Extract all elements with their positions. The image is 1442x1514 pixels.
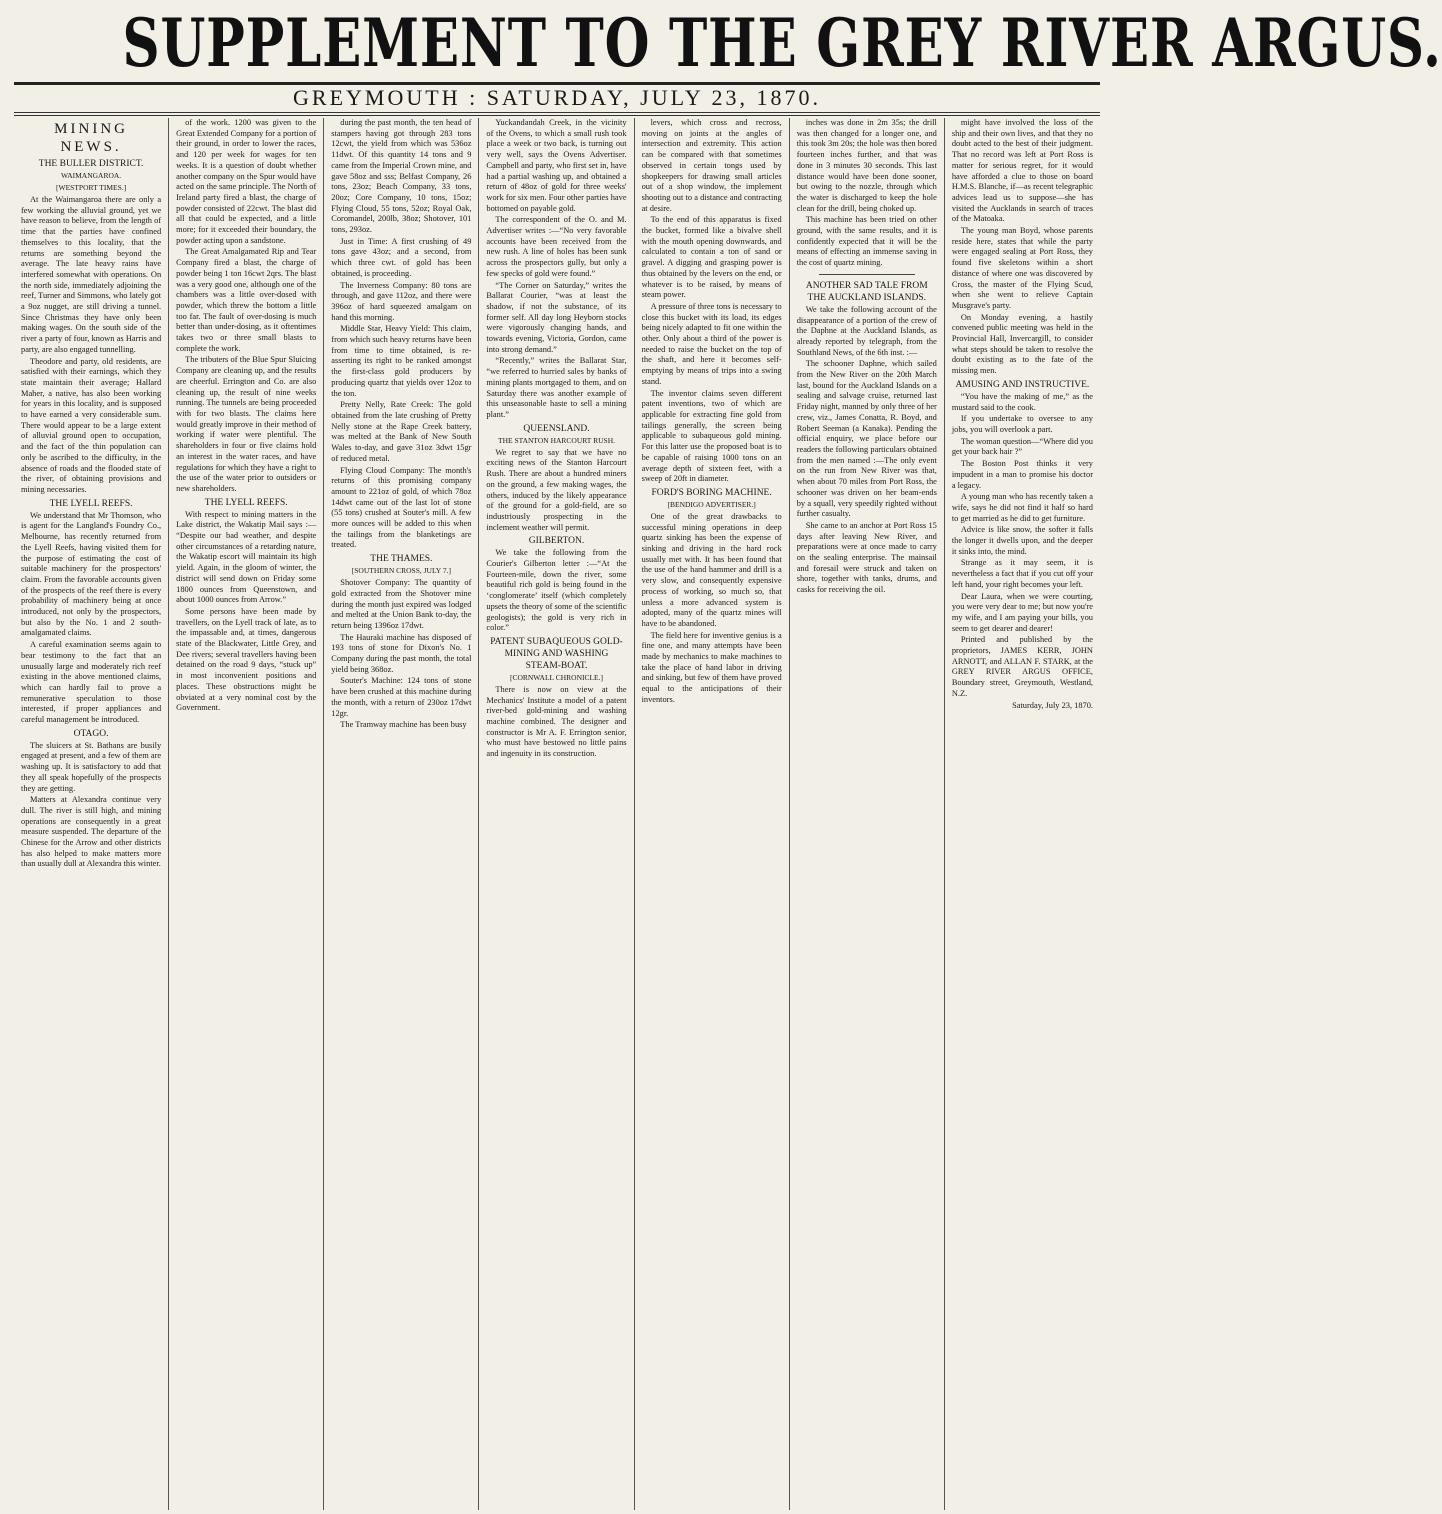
article-paragraph: On Monday evening, a hastily convened public meeting was held in the Provincial Hall, Invercargill, to consider what steps should be taken to resolve the doubt existing as to the fate of the missing men. [951, 312, 1093, 376]
dateline-rule-top [14, 112, 1100, 113]
article-paragraph: We understand that Mr Thomson, who is agent for the Langland's Foundry Co., Melbourne, has recently returned from the Lyell Reefs, having visited them for the purpose of estimating the cost of suitable machinery for the prospectors' claim. From the favorable accounts given of the prospects of the reef there is every probability of machinery being at once introduced, not only by the prospectors, but also by the No. 1 and 2 south-amalgamated claims. [21, 510, 162, 638]
article-paragraph: The inventor claims seven different patent inventions, two of which are applicable for extracting fine gold from tailings generally, the screen being applicable to subaqueous gold mining. For this latter use the proposed boat is to be capable of raising 1000 tons on an average depth of sixteen feet, with a sweep of 20ft in diameter. [641, 388, 782, 484]
article-paragraph: A pressure of three tons is necessary to close this bucket with its load, its edges being nicely adapted to fit one within the other. Only about a third of the power is needed to raise the bucket on the top of the shaft, and here it becomes self-emptying by means of trips into a swing stand. [641, 301, 782, 386]
article-paragraph: The Tramway machine has been busy [340, 720, 467, 730]
article-paragraph: The Inverness Company: 80 tons are through, and gave 112oz, and there were 396oz of hard squeezed amalgam on hand this morning. [331, 280, 472, 322]
dateline: GREYMOUTH : SATURDAY, JULY 23, 1870. [293, 85, 821, 110]
article-paragraph: The Hauraki machine has disposed of 193 tons of stone for Dixon's No. 1 Company during the past month, the total yield being 368oz. [331, 632, 472, 674]
column-6 [790, 118, 945, 1510]
article-paragraph: Middle Star, Heavy Yield: This claim, from which such heavy returns have been from time to time obtained, is re-asserting its right to be ranked amongst the first-class gold producers by producing quartz that yields over 12oz to the ton. [331, 324, 472, 398]
article-paragraph: Shotover Company: The quantity of gold extracted from the Shotover mine during the month just expired was lodged and melted at the Union Bank to-day, the return being 1396oz 17dwt. [331, 578, 472, 630]
article-paragraph: Pretty Nelly, Rate Creek: The gold obtained from the late crushing of Pretty Nelly stone at the Rape Creek battery, was melted at the Bank of New South Wales to-day, and gave 31oz 3dwt 15gr of reduced metal. [331, 400, 472, 463]
article-paragraph: Advice is like snow, the softer it falls the longer it dwells upon, and the deeper it sinks into, the mind. [951, 525, 1093, 556]
article-heading: PATENT SUBAQUEOUS GOLD-MINING AND WASHING STEAM-BOAT. [490, 636, 623, 671]
article-paragraph: Flying Cloud Company: The month's returns of this promising company amount to 221oz of gold, of which 78oz 14dwt came out of the last lot of stone (55 tons) crushed at Souter's mill. A few more ounces will be added to this when the tailings from the blanketings are treated. [331, 465, 472, 550]
article-paragraph: A careful examination seems again to bear testimony to the fact that an unusually large and moderately rich reef existing in the above mentioned claims, which can hardly fail to prove a remunerative speculation to those interested, if proper appliances and careful management be introduced. [21, 640, 162, 725]
article-paragraph: At the Waimangaroa there are only a few working the alluvial ground, yet we have reason to believe, from the length of time that the parties have confined themselves to this locality, that the returns are something beyond the average. The late heavy rains have interfered somewhat with operations. On the north side, immediately adjoining the reef, Turner and Simmons, who lately got a 9oz nugget, are still driving a tunnel. Since Christmas they have only been making wages. On the south side of the river a party of four, known as Harris and party, are also engaged tunnelling. [21, 195, 162, 354]
article-paragraph: inches was done in 2m 35s; the drill was then changed for a longer one, and this took 3m 20s; the hole was then bored fourteen inches further, and that was done in 3 minutes 30 seconds. This last distance would have been done sooner, but owing to the nozzle, through which the water is discharged to keep the hole clean for the drill, being choked up. [796, 118, 937, 213]
article-paragraph: If you undertake to oversee to any jobs, you will overlook a part. [951, 414, 1093, 434]
article-paragraph: One of the great drawbacks to successful mining operations in deep quartz sinking has been the expense of sinking and driving in the hard rock usually met with. It has been found that the use of the hand hammer and drill is a very slow, and consequently expensive process of working, so much so, that unless a more advanced system is adopted, many of the quartz mines will have to be abandoned. [641, 511, 782, 628]
column-1 [14, 118, 169, 1510]
section-divider [819, 274, 915, 275]
article-heading: OTAGO. [73, 728, 109, 739]
article-heading: AMUSING AND INSTRUCTIVE. [955, 379, 1090, 390]
article-paragraph: She came to an anchor at Port Ross 15 days after leaving New River, and preparations were at once made to carry on the sealing enterprise. The mainsail and foresail were struck and taken on shore, together with tanks, drums, and casks for receiving the oil. [796, 520, 937, 595]
article-paragraph: This machine has been tried on other ground, with the same results, and it is confidently expected that it will be the means of effecting an immense saving in the cost of quartz mining. [796, 215, 937, 268]
article-source: [WESTPORT TIMES.] [56, 183, 127, 192]
article-paragraph: The correspondent of the O. and M. Advertiser writes :—“No very favorable accounts have been received from the new rush. A line of holes has been sunk across the prospectors gully, but only a few specks of gold were found.” [486, 215, 627, 278]
article-source: [BENDIGO ADVERTISER.] [667, 499, 756, 509]
article-paragraph: The young man Boyd, whose parents reside here, states that while the party were engaged sealing at Port Ross, they found five skeletons within a short distance of where one was discovered by Cross, the master of the Flying Scud, when she went to relieve Captain Musgrave's party. [951, 226, 1093, 310]
article-paragraph: The sluicers at St. Bathans are busily engaged at present, and a few of them are washing up. It is satisfactory to add that they all speak hopefully of the prospects they are getting. [21, 740, 162, 793]
article-paragraph: Just in Time: A first crushing of 49 tons gave 43oz; and a second, from which three cwt. of gold has been obtained, is proceeding. [331, 236, 472, 278]
article-paragraph: We take the following account of the disappearance of a portion of the crew of the Daphne at the Auckland Islands, as already reported by telegraph, from the Southland News, of the 6th inst. :— [796, 304, 937, 357]
article-heading: FORD'S BORING MACHINE. [651, 487, 772, 498]
article-paragraph: Dear Laura, when we were courting, you were very dear to me; but now you're my wife, and I am paying your bills, you seem to get dearer and dearer! [951, 591, 1093, 633]
article-paragraph: during the past month, the ten head of stampers having got through 283 tons 12cwt, the yield from which was 536oz 11dwt. Of this quantity 14 tons and 9 came from the Imperial Crown mine, and gave 58oz and sss; Belfast Company, 26 tons, 23oz; Beach Company, 33 tons, 20oz; Core Company, 10 tons, 15oz; Flying Cloud, 55 tons, 52oz; Royal Oak, Coromandel, 200lb, 38oz; Shotover, 101 tons, 293oz. [331, 118, 472, 235]
section-heading: MINING NEWS. [54, 121, 128, 155]
article-heading: THE BULLER DISTRICT. [38, 159, 144, 169]
article-heading: ANOTHER SAD TALE FROM THE AUCKLAND ISLANDS. [805, 280, 928, 303]
column-2 [169, 118, 324, 1510]
article-paragraph: Matters at Alexandra continue very dull. The river is still high, and mining operations are consequently in a great measure suspended. The departure of the Chinese for the Arrow and other districts has also helped to make matters more than usually dull at Alexandra this winter. [21, 795, 162, 869]
column-7 [945, 118, 1100, 1510]
article-paragraph: We take the following from the Courier's Gilberton letter :—“At the Fourteen-mile, down the river, some beautiful rich gold is being found in the ‘conglomerate’ itself (which completely upsets the theory of some of the scientific geologists); the gold is very rich in color.” [486, 548, 627, 633]
newspaper-columns [14, 118, 1100, 1510]
article-paragraph: The Great Amalgamated Rip and Tear Company fired a blast, the charge of powder being 1 ton 16cwt 2qrs. The blast was a very good one, although one of the chambers was a little over-dosed with powder, which threw the bottom a little too far. The fault of over-dosing is much better than under-dosing, as it oftentimes takes two or three small blasts to complete the work. [176, 247, 317, 353]
article-paragraph: There is now on view at the Mechanics' Institute a model of a patent river-bed gold-mining and washing machine combined. The designer and constructor is Mr A. F. Errington senior, who must have bestowed no little pains and ingenuity in its construction. [486, 684, 627, 759]
article-paragraph: The tributers of the Blue Spur Sluicing Company are cleaning up, and the results are cheerful. Errington and Co. are also cleaning up, the result of nine weeks running. The tunnels are being proceeded with for two blasts. The claims here would greatly improve in their method of working if water were plentiful. The shareholders in four or five claims hold an interest in the water races, and have regulations for which they have a right to the use of the water prior to outsiders or new shareholders. [176, 355, 317, 493]
article-paragraph: “Recently,” writes the Ballarat Star, “we referred to hurried sales by banks of mining plants mortgaged to them, and on Saturday there was another example of this unseasonable haste to sell a mining plant.” [486, 356, 627, 419]
article-paragraph: Souter's Machine: 124 tons of stone have been crushed at this machine during the month, with a return of 230oz 17dwt 12gr. [331, 676, 472, 718]
article-paragraph: Some persons have been made by travellers, on the Lyell track of late, as to the impassable and, at times, dangerous state of the Blackwater, Little Grey, and Dee rivers; several travellers having been detained on the road 9 days, “stuck up” in most inconvenient positions and places. These obstructions might be obviated at a very nominal cost by the Government. [176, 606, 317, 713]
imprint: Printed and published by the proprietors, JAMES KERR, JOHN ARNOTT, and ALLAN F. STARK, at the GREY RIVER ARGUS OFFICE, Boundary street, Greymouth, Westland, N.Z. [951, 635, 1093, 698]
article-paragraph: The Boston Post thinks it very impudent in a man to promise his doctor a legacy. [951, 459, 1093, 490]
article-source: THE STANTON HARCOURT RUSH. [497, 435, 615, 445]
article-paragraph: We regret to say that we have no exciting news of the Stanton Harcourt Rush. There are about a hundred miners on the ground, a few making wages, the others, induced by the likely appearance of the ground for a gold-field, are so industriously prospecting in the inclement weather will permit. [486, 447, 627, 532]
article-paragraph: Yuckandandah Creek, in the vicinity of the Ovens, to which a small rush took place a week or two back, is turning out very well, says the Ovens Advertiser. Campbell and party, who first set in, have had a partial washing up, and obtained a return of 48oz of gold for three weeks' work for six men. Four other parties have bottomed on payable gold. [486, 118, 627, 213]
article-paragraph: “You have the making of me,” as the mustard said to the cook. [951, 391, 1093, 412]
article-source: WAIMANGAROA. [60, 171, 122, 180]
column-4 [479, 118, 634, 1510]
article-paragraph: A young man who has recently taken a wife, says he did not find it half so hard to get married as he did to get furniture. [951, 492, 1093, 523]
article-paragraph: of the work. 1200 was given to the Great Extended Company for a portion of their ground, in order to lower the races, and 120 per week for wages for ten weeks. It is a question of doubt whether another company on the Spur would have acted on the same principle. The North of Ireland party fired a blast, the charge of powder consisted of 22cwt. The blast did all that could be expected, and a little more; for it exceeded their boundary, the powder acting upon a sandstone. [176, 118, 317, 245]
column-5 [635, 118, 790, 1510]
article-paragraph: “The Corner on Saturday,” writes the Ballarat Courier, “was at least the shadow, if not the substance, of its former self. All day long Heyborn stocks were vigorously changing hands, and towards evening, Victoria, Gordon, came into strong demand.” [486, 280, 627, 354]
article-heading: THE LYELL REEFS. [49, 498, 133, 509]
article-paragraph: Strange as it may seem, it is nevertheless a fact that if you cut off your left hand, your right becomes your left. [951, 558, 1093, 589]
article-paragraph: With respect to mining matters in the Lake district, the Wakatip Mail says :— “Despite our bad weather, and despite other circumstances of a retarding nature, the Wakatip escort will maintain its high yield. Again, in the gloom of winter, the district will send down on Friday some 1800 ounces from Queenstown, and about 1000 ounces from Arrow.” [176, 509, 317, 605]
article-paragraph: The woman question—“Where did you get your back hair ?” [951, 436, 1093, 457]
article-source: [CORNWALL CHRONICLE.] [509, 672, 604, 682]
imprint-date: Saturday, July 23, 1870. [1012, 700, 1093, 710]
article-paragraph: To the end of this apparatus is fixed the bucket, formed like a bivalve shell with the mouth opening downwards, and calculated to contain a ton of sand or gravel. A digging and grasping power is thus obtained by the levers on the end, or whatever is to be raised, by means of steam power. [641, 215, 782, 300]
article-paragraph: The schooner Daphne, which sailed from the New River on the 20th March last, bound for the Auckland Islands on a sealing and salvage cruise, returned last Friday night, manned by only three of her crew, viz., James Conatta, R. Boyd, and Robert Seeman (a Kanaka). Pending the official enquiry, we place before our readers the following particulars obtained from the men named :—The only event on the run from New River was that, when about 70 miles from Port Ross, the schooner was driven on her beam-ends by a squall, very speedily righted without further casualty. [796, 359, 937, 519]
dateline-rule-bottom [14, 115, 1100, 116]
article-source: [SOUTHERN CROSS, JULY 7.] [351, 566, 451, 576]
article-heading: GILBERTON. [528, 536, 585, 547]
article-paragraph: Theodore and party, old residents, are satisfied with their earnings, which they state maintain their average; Hallard Maher, a native, has also been working for years in this locality, and is supposed to have earned a very considerable sum. There would appear to be a large extent of alluvial ground open to occupation, and the fact of the thin population can only be ascribed to the difficulty, in the absence of roads and the flooded state of the river, of obtaining provisions and mining necessaries. [21, 356, 162, 494]
column-3 [324, 118, 479, 1510]
article-heading: THE LYELL REEFS. [204, 497, 288, 508]
article-heading: THE THAMES. [370, 554, 433, 565]
article-paragraph: The field here for inventive genius is a fine one, and many attempts have been made by mechanics to make machines to take the place of hand labor in driving and sinking, but few of them have proved equal to the anticipations of their inventors. [641, 630, 782, 704]
newspaper-title: SUPPLEMENT TO THE GREY RIVER ARGUS. [122, 4, 1442, 82]
article-paragraph: might have involved the loss of the ship and their own lives, and that they no doubt acted to the best of their judgment. That no record was left at Port Ross is matter for serious regret, for it would have afforded a clue to those on board H.M.S. Blanche, if—as recent telegraphic advices lead us to suppose—she has visited the Aucklands in search of traces of the Matoaka. [951, 118, 1093, 224]
article-paragraph: levers, which cross and recross, moving on joints at the angles of intersection and extremity. This action can be compared with that sometimes observed in certain tongs used by shopkeepers for drawing small articles out of a shop window, the implement shooting out to a distance and contracting at desire. [641, 118, 782, 213]
article-heading: QUEENSLAND. [523, 423, 590, 434]
